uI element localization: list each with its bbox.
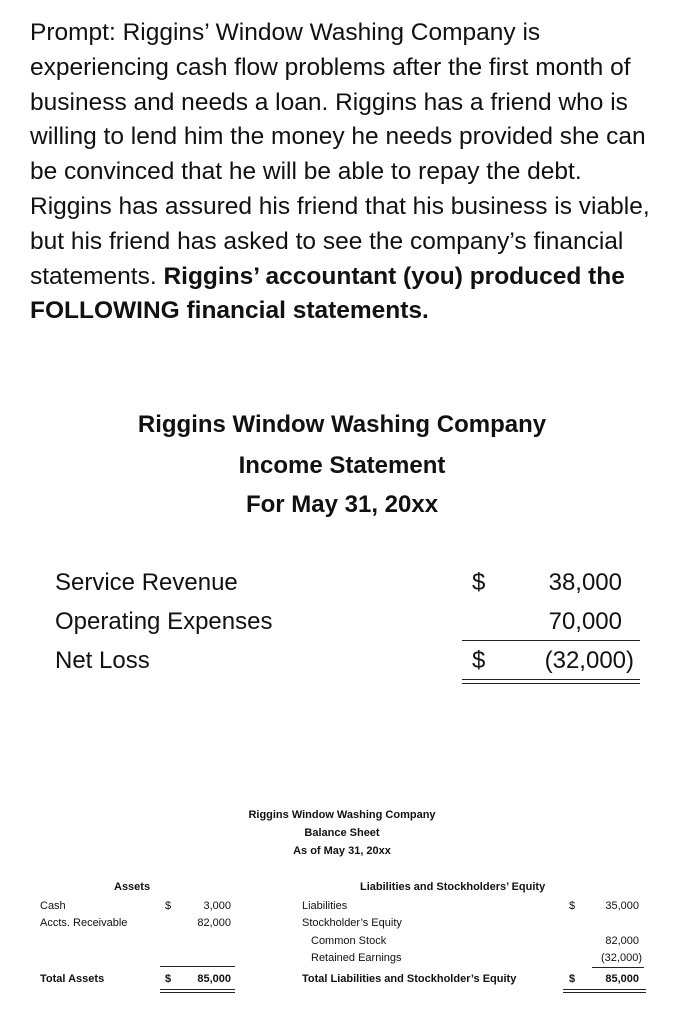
is-total-rule-1 [462, 679, 640, 680]
bs-retained-earnings-amount: (32,000) [601, 952, 642, 964]
is-row-label: Service Revenue [55, 569, 238, 596]
is-company: Riggins Window Washing Company [137, 411, 547, 438]
bs-asset-amount: 82,000 [197, 917, 231, 929]
bs-total-assets-label: Total Assets [40, 973, 105, 985]
bs-assets-header: Assets [114, 881, 151, 893]
bs-retained-earnings-label: Retained Earnings [311, 952, 402, 964]
is-row-currency: $ [472, 569, 486, 596]
is-row-amount: 70,000 [548, 608, 622, 635]
bs-equity-header: Stockholder’s Equity [302, 917, 402, 929]
bs-common-stock-label: Common Stock [311, 935, 387, 947]
prompt-normal: Prompt: Riggins’ Window Washing Company is experiencing cash flow problems after the first month of business and needs a loan. Riggins has a friend who is willing to lend him the money he needs provided she can be convinced that he will be able to repay the debt. Riggins has assured his friend that his business is viable, but his friend has asked to see the company’s financial statements. [30, 19, 650, 290]
bs-liabilities-amount: 35,000 [605, 900, 639, 912]
bs-asset-label: Cash [40, 900, 66, 912]
bs-asset-amount: 3,000 [203, 900, 231, 912]
bs-total-assets-currency: $ [165, 973, 172, 985]
bs-total-le-label: Total Liabilities and Stockholder’s Equity [302, 973, 517, 985]
is-row-label: Net Loss [55, 647, 150, 674]
prompt-text [30, 16, 660, 329]
bs-date: As of May 31, 20xx [293, 845, 391, 857]
is-subtotal-rule [462, 640, 640, 641]
bs-liabilities-label: Liabilities [302, 900, 348, 912]
bs-assets-total-rule-1 [160, 989, 235, 990]
bs-asset-label: Accts. Receivable [40, 917, 128, 929]
bs-total-assets-amount: 85,000 [197, 973, 231, 985]
bs-total-le-amount: 85,000 [605, 973, 639, 985]
is-total-rule-2 [462, 683, 640, 684]
bs-le-total-rule-2 [563, 992, 646, 993]
bs-assets-total-rule-2 [160, 992, 235, 993]
bs-total-le-currency: $ [569, 973, 576, 985]
is-date: For May 31, 20xx [245, 491, 439, 518]
is-title: Income Statement [238, 452, 446, 479]
bs-asset-currency: $ [165, 900, 172, 912]
bs-assets-subtotal-rule [160, 966, 235, 967]
bs-le-subtotal-rule [592, 967, 644, 968]
is-row-currency: $ [472, 647, 486, 674]
bs-company: Riggins Window Washing Company [248, 809, 436, 821]
is-row-label: Operating Expenses [55, 608, 273, 635]
prompt-bold: Riggins’ accountant (you) produced the FOLLOWING financial statements. [30, 262, 625, 325]
is-row-amount: 38,000 [548, 569, 622, 596]
is-row-amount: (32,000) [544, 647, 634, 674]
bs-title: Balance Sheet [304, 827, 380, 839]
bs-le-total-rule-1 [563, 989, 646, 990]
bs-common-stock-amount: 82,000 [605, 935, 639, 947]
bs-le-header: Liabilities and Stockholders’ Equity [360, 881, 546, 893]
bs-liabilities-currency: $ [569, 900, 576, 912]
